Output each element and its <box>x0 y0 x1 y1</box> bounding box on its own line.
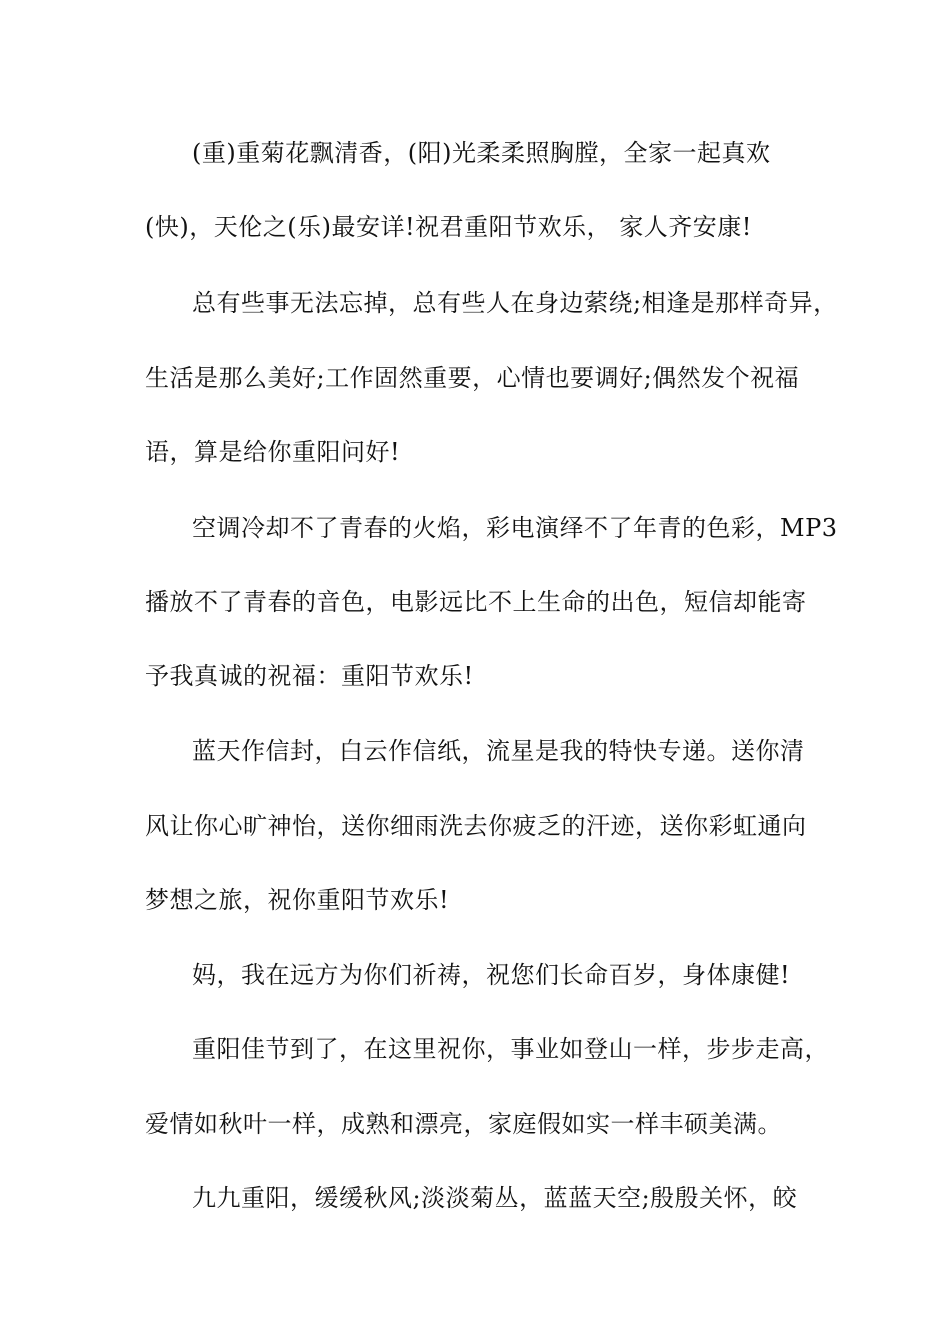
paragraph-3-line-2: 播放不了青春的音色，电影远比不上生命的出色，短信却能寄 <box>145 588 807 616</box>
paragraph-4-line-3: 梦想之旅，祝你重阳节欢乐! <box>145 886 450 914</box>
paragraph-6-line-2: 爱情如秋叶一样，成熟和漂亮，家庭假如实一样丰硕美满。 <box>145 1110 782 1138</box>
paragraph-2-line-3: 语，算是给你重阳问好! <box>145 438 401 466</box>
paragraph-2-line-1: 总有些事无法忘掉，总有些人在身边萦绕;相逢是那样奇异， <box>192 289 838 317</box>
paragraph-7-line-1: 九九重阳，缓缓秋风;淡淡菊丛，蓝蓝天空;殷殷关怀，皎 <box>192 1184 798 1212</box>
paragraph-4-line-1: 蓝天作信封，白云作信纸，流星是我的特快专递。送你清 <box>192 737 805 765</box>
paragraph-2-line-2: 生活是那么美好;工作固然重要，心情也要调好;偶然发个祝福 <box>145 364 800 392</box>
paragraph-4-line-2: 风让你心旷神怡，送你细雨洗去你疲乏的汗迹，送你彩虹通向 <box>145 812 807 840</box>
paragraph-5-line-1: 妈，我在远方为你们祈祷，祝您们长命百岁，身体康健! <box>192 961 791 989</box>
paragraph-1-line-2: (快)，天伦之(乐)最安详!祝君重阳节欢乐， 家人齐安康! <box>145 213 752 241</box>
paragraph-3-line-1: 空调冷却不了青春的火焰，彩电演绎不了年青的色彩，MP3 <box>192 514 838 542</box>
paragraph-3-line-3: 予我真诚的祝福：重阳节欢乐! <box>145 662 474 690</box>
paragraph-1-line-1: (重)重菊花飘清香，(阳)光柔柔照胸膛，全家一起真欢 <box>192 139 771 167</box>
paragraph-6-line-1: 重阳佳节到了，在这里祝你，事业如登山一样，步步走高， <box>192 1035 829 1063</box>
